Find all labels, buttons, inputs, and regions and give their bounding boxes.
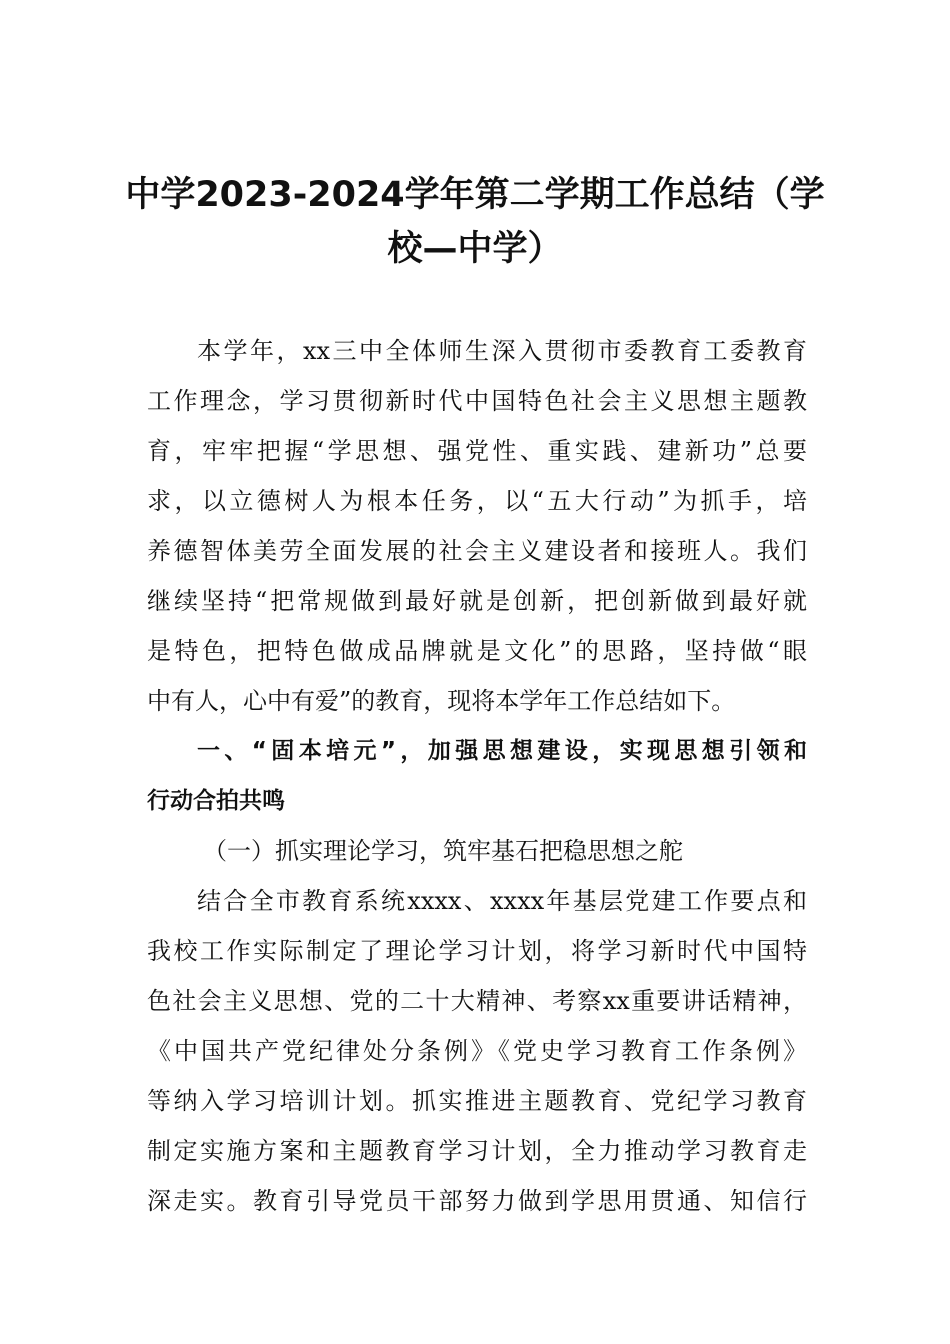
title-line-1: 中学2023-2024学年第二学期工作总结（学	[125, 175, 825, 215]
section-heading-line: 行动合拍共鸣	[147, 788, 285, 814]
paragraph-line: 育，牢牢把握“学思想、强党性、重实践、建新功”总要	[147, 437, 807, 465]
paragraph-line: 工作理念，学习贯彻新时代中国特色社会主义思想主题教	[147, 387, 807, 415]
paragraph-intro	[147, 326, 807, 726]
paragraph-theory-study	[147, 876, 807, 1226]
paragraph-line: 养德智体美劳全面发展的社会主义建设者和接班人。我们	[147, 537, 807, 565]
paragraph-line: 本学年，xx三中全体师生深入贯彻市委教育工委教育	[197, 337, 807, 365]
paragraph-line: 制定实施方案和主题教育学习计划，全力推动学习教育走	[147, 1137, 807, 1165]
paragraph-line: 中有人，心中有爱”的教育，现将本学年工作总结如下。	[147, 687, 736, 715]
title-line-2: 校—中学）	[387, 229, 563, 269]
document-body	[147, 326, 807, 1226]
paragraph-line: 色社会主义思想、党的二十大精神、考察xx重要讲话精神，	[147, 987, 807, 1015]
subsection-heading-1: （一）抓实理论学习，筑牢基石把稳思想之舵	[203, 837, 683, 865]
paragraph-line: 深走实。教育引导党员干部努力做到学思用贯通、知信行	[147, 1187, 807, 1215]
paragraph-line: 求，以立德树人为根本任务，以“五大行动”为抓手，培	[147, 487, 807, 515]
paragraph-line: 我校工作实际制定了理论学习计划，将学习新时代中国特	[147, 937, 807, 965]
paragraph-line: 继续坚持“把常规做到最好就是创新，把创新做到最好就	[147, 587, 807, 615]
paragraph-line: 等纳入学习培训计划。抓实推进主题教育、党纪学习教育	[147, 1087, 807, 1115]
section-heading-1	[147, 726, 807, 826]
paragraph-line: 《中国共产党纪律处分条例》《党史学习教育工作条例》	[147, 1037, 807, 1065]
paragraph-line: 结合全市教育系统xxxx、xxxx年基层党建工作要点和	[197, 887, 807, 915]
section-heading-line: 一、“固本培元”，加强思想建设，实现思想引领和	[197, 738, 807, 764]
document-title	[120, 168, 830, 276]
paragraph-line: 是特色，把特色做成品牌就是文化”的思路，坚持做“眼	[147, 637, 807, 665]
